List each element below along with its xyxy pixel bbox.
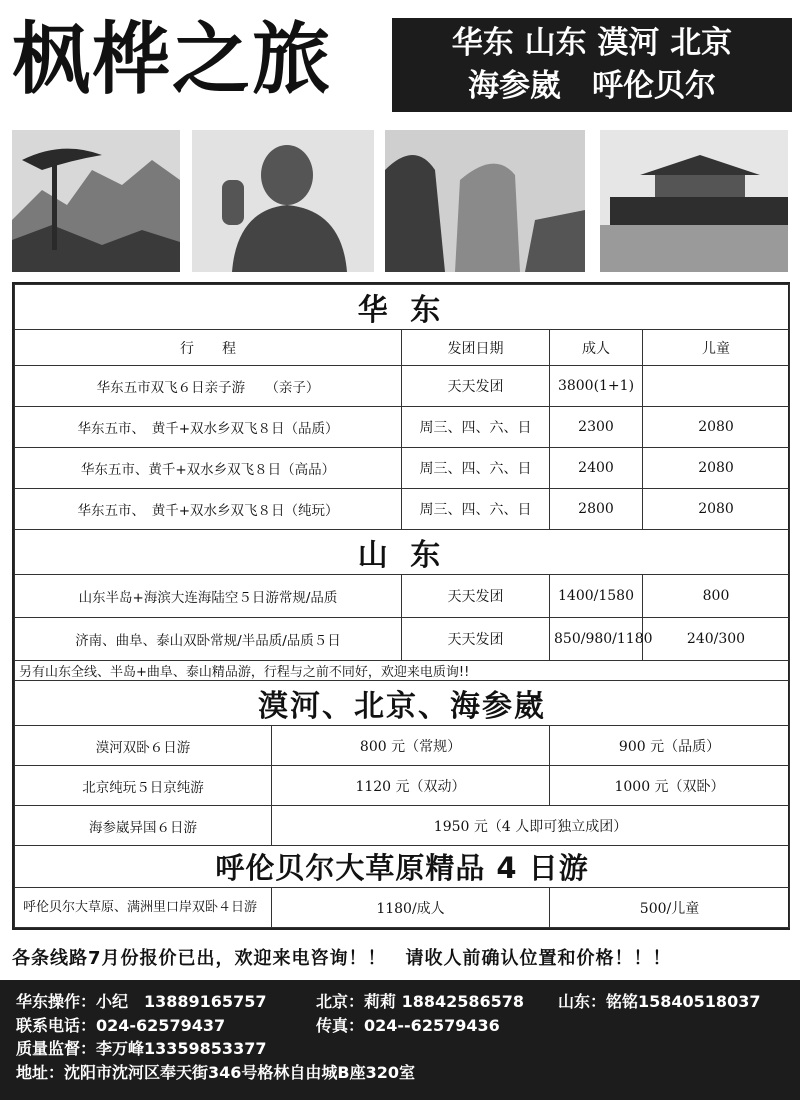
quality-supervision: 质量监督：李万峰13359853377 (16, 1039, 267, 1058)
address: 地址：沈阳市沈河区奉天街346号格林自由城B座320室 (16, 1062, 415, 1082)
adult-price-cell: 850/980/1180 (550, 618, 643, 661)
col-header-date: 发团日期 (402, 330, 550, 366)
table-row (15, 618, 790, 661)
table-row (15, 366, 790, 407)
table-row (15, 575, 790, 618)
route-cell: 海参崴异国６日游 (15, 806, 272, 846)
child-price-cell: 2080 (643, 407, 790, 448)
table-row (15, 806, 790, 846)
photo-strip (12, 130, 788, 272)
child-price-cell: 2080 (643, 448, 790, 489)
section-title-mohe: 漠河、北京、海参崴 (15, 681, 790, 726)
child-price-cell: 500/儿童 (550, 888, 790, 928)
table-row (15, 766, 790, 806)
table-row (15, 888, 790, 928)
destinations-line-2: 海参崴 呼伦贝尔 (468, 68, 716, 104)
huadong-contact: 华东操作：小纪 13889165757 (16, 992, 267, 1011)
price-cell: 800 元（常规） (272, 726, 550, 766)
child-price-cell (643, 366, 790, 407)
price-cell: 1950 元（4 人即可独立成团） (272, 806, 790, 846)
section-title-huadong: 华 东 (15, 285, 790, 330)
table-row (15, 726, 790, 766)
route-cell: 漠河双卧６日游 (15, 726, 272, 766)
buddha-statue-photo (192, 130, 374, 272)
date-cell: 天天发团 (402, 618, 550, 661)
col-header-adult: 成人 (550, 330, 643, 366)
child-price-cell: 800 (643, 575, 790, 618)
shandong-note: 另有山东全线、半岛+曲阜、泰山精品游，行程与之前不同好，欢迎来电质询!! (15, 661, 790, 681)
tiananmen-photo (600, 130, 788, 272)
adult-price-cell: 2400 (550, 448, 643, 489)
header (0, 0, 800, 120)
phone-number: 联系电话：024-62579437 (16, 1015, 226, 1035)
contact-footer (0, 980, 800, 1100)
adult-price-cell: 1180/成人 (272, 888, 550, 928)
price-table (12, 282, 790, 930)
destinations-box (392, 18, 792, 112)
table-row (15, 448, 790, 489)
route-cell: 华东五市、 黄千+双水乡双飞８日（品质） (15, 407, 402, 448)
date-cell: 周三、四、六、日 (402, 407, 550, 448)
price-cell: 900 元（品质） (550, 726, 790, 766)
price-notice: 各条线路7月份报价已出，欢迎来电咨询！！ 请收人前确认位置和价格！！！ (12, 948, 672, 969)
section-title-hulunbeier: 呼伦贝尔大草原精品 4 日游 (15, 846, 790, 888)
child-price-cell: 2080 (643, 489, 790, 530)
route-cell: 华东五市双飞６日亲子游 （亲子） (15, 366, 402, 407)
adult-price-cell: 1400/1580 (550, 575, 643, 618)
route-cell: 华东五市、黄千+双水乡双飞８日（高品） (15, 448, 402, 489)
route-cell: 北京纯玩５日京纯游 (15, 766, 272, 806)
route-cell: 济南、曲阜、泰山双卧常规/半品质/品质５日 (15, 618, 402, 661)
fax-number: 传真：024--62579436 (316, 1015, 500, 1035)
route-cell: 山东半岛+海滨大连海陆空５日游常规/品质 (15, 575, 402, 618)
route-cell: 华东五市、 黄千+双水乡双飞８日（纯玩） (15, 489, 402, 530)
adult-price-cell: 3800(1+1) (550, 366, 643, 407)
table-row (15, 489, 790, 530)
wuyue-rock-photo (385, 130, 585, 272)
route-cell: 呼伦贝尔大草原、满洲里口岸双卧４日游 (15, 888, 272, 928)
shandong-contact: 山东：铭铭15840518037 (558, 992, 761, 1011)
adult-price-cell: 2800 (550, 489, 643, 530)
col-header-route: 行 程 (15, 330, 402, 366)
mountain-pine-photo (12, 130, 180, 272)
price-cell: 1000 元（双卧） (550, 766, 790, 806)
date-cell: 天天发团 (402, 575, 550, 618)
child-price-cell: 240/300 (643, 618, 790, 661)
date-cell: 周三、四、六、日 (402, 489, 550, 530)
date-cell: 天天发团 (402, 366, 550, 407)
table-row (15, 407, 790, 448)
price-cell: 1120 元（双动） (272, 766, 550, 806)
date-cell: 周三、四、六、日 (402, 448, 550, 489)
brand-title: 枫桦之旅 (12, 15, 333, 105)
destinations-line-1: 华东 山东 漠河 北京 (451, 25, 733, 61)
section-title-shandong: 山 东 (15, 530, 790, 575)
beijing-contact: 北京：莉莉 18842586578 (316, 992, 525, 1011)
col-header-child: 儿童 (643, 330, 790, 366)
adult-price-cell: 2300 (550, 407, 643, 448)
